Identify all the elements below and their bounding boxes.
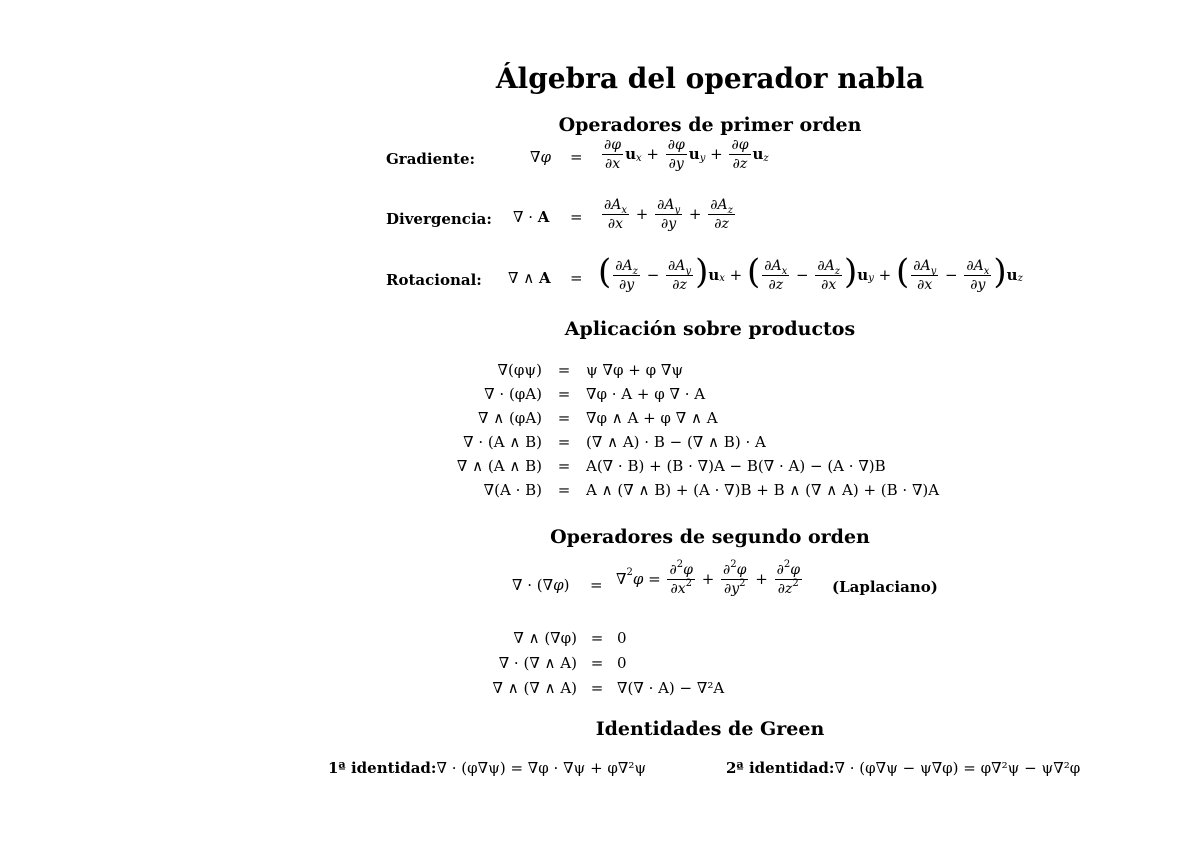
product-rule-row	[420, 478, 1020, 502]
product-rule-rhs: ψ ∇φ + φ ∇ψ	[586, 360, 684, 379]
laplacian-lhs: ∇ · (∇φ)	[512, 576, 570, 594]
second-order-lhs: ∇ ∧ (∇φ)	[513, 629, 577, 647]
product-rule-equals: =	[557, 456, 571, 475]
curl-label: Rotacional:	[386, 271, 482, 289]
green-identity-2-formula: ∇ · (φ∇ψ − ψ∇φ) = φ∇²ψ − ψ∇²φ	[834, 759, 1081, 777]
product-rule-lhs: ∇(A · B)	[483, 480, 542, 499]
gradient-rhs: $\frac{\partial\varphi}{\partial x}$ u x + $\frac{\partial\varphi}{\partial y}$ u y + $\frac{\partial\varphi}{\partial z}$ u z	[604, 137, 769, 172]
green-identity-2-label: 2ª identidad:	[726, 759, 835, 777]
green-identity-1-label: 1ª identidad:	[328, 759, 437, 777]
product-rule-lhs: ∇ ∧ (A ∧ B)	[456, 456, 542, 475]
product-rule-row	[420, 358, 1020, 382]
second-order-rhs: 0	[617, 654, 627, 672]
curl-rhs: ( $\frac{\partial A_z}{\partial y}$ − $\frac{\partial A_y}{\partial z}$ ) u x + ( $\frac{\partial A_x}{\partial z}$ − $\frac{\partial A_z}{\partial x}$ ) u y + ( $\frac{\partial A_y}{\partial x}$ − $\frac{\partial A_x}{\partial y}$ ) u z	[598, 252, 1023, 293]
divergence-equals: =	[570, 208, 583, 226]
product-rule-lhs: ∇ · (φA)	[484, 384, 542, 403]
divergence-lhs: ∇ · A	[513, 208, 550, 226]
second-order-equals: =	[590, 654, 604, 672]
section-green-heading: Identidades de Green	[595, 718, 825, 740]
product-rule-rhs: (∇ ∧ A) · B − (∇ ∧ B) · A	[586, 432, 766, 451]
second-order-row	[440, 626, 840, 651]
product-rule-rhs: A(∇ · B) + (B · ∇)A − B(∇ · A) − (A · ∇)B	[586, 456, 886, 475]
section-second-order-heading: Operadores de segundo orden	[550, 526, 870, 548]
laplacian-rhs: ∇ 2 φ = $\frac{\partial^2\varphi}{\partial x^2}$ + $\frac{\partial^2\varphi}{\partial y^2}$ + $\frac{\partial^2\varphi}{\partial z^2}$	[616, 559, 801, 597]
product-rule-row	[420, 406, 1020, 430]
second-order-row	[440, 651, 840, 676]
section-first-order-heading: Operadores de primer orden	[558, 114, 862, 136]
product-rule-row	[420, 430, 1020, 454]
section-products-heading: Aplicación sobre productos	[564, 318, 856, 340]
product-rule-rhs: A ∧ (∇ ∧ B) + (A · ∇)B + B ∧ (∇ ∧ A) + (B · ∇)A	[586, 480, 940, 499]
second-order-equals: =	[590, 629, 604, 647]
second-order-row	[440, 676, 840, 701]
second-order-equals: =	[590, 679, 604, 697]
product-rule-equals: =	[557, 432, 571, 451]
product-rule-rhs: ∇φ · A + φ ∇ · A	[586, 384, 706, 403]
product-rule-equals: =	[557, 384, 571, 403]
curl-lhs: ∇ ∧ A	[508, 269, 551, 287]
divergence-label: Divergencia:	[386, 210, 492, 228]
laplacian-equals: =	[590, 576, 603, 594]
curl-equals: =	[570, 269, 583, 287]
gradient-equals: =	[570, 148, 583, 166]
laplacian-label: (Laplaciano)	[832, 578, 938, 596]
gradient-lhs: ∇φ	[530, 148, 551, 166]
second-order-lhs: ∇ ∧ (∇ ∧ A)	[492, 679, 577, 697]
second-order-rules	[440, 626, 840, 701]
second-order-rhs: ∇(∇ · A) − ∇²A	[617, 679, 725, 697]
second-order-lhs: ∇ · (∇ ∧ A)	[498, 654, 577, 672]
product-rule-row	[420, 382, 1020, 406]
product-rule-lhs: ∇ ∧ (φA)	[477, 408, 542, 427]
product-rules	[420, 358, 1020, 502]
product-rule-row	[420, 454, 1020, 478]
product-rule-lhs: ∇ · (A ∧ B)	[463, 432, 542, 451]
product-rule-equals: =	[557, 480, 571, 499]
page-title: Álgebra del operador nabla	[495, 62, 925, 95]
product-rule-equals: =	[557, 360, 571, 379]
green-identity-1-formula: ∇ · (φ∇ψ) = ∇φ · ∇ψ + φ∇²ψ	[436, 759, 647, 777]
second-order-rhs: 0	[617, 629, 627, 647]
product-rule-equals: =	[557, 408, 571, 427]
green-identity-2	[726, 761, 1080, 776]
gradient-label: Gradiente:	[386, 150, 476, 168]
green-identity-1	[328, 761, 646, 776]
divergence-rhs: $\frac{\partial A_x}{\partial x}$ + $\frac{\partial A_y}{\partial y}$ + $\frac{\partial A_z}{\partial z}$	[604, 197, 733, 232]
product-rule-lhs: ∇(φψ)	[497, 360, 542, 379]
product-rule-rhs: ∇φ ∧ A + φ ∇ ∧ A	[586, 408, 718, 427]
